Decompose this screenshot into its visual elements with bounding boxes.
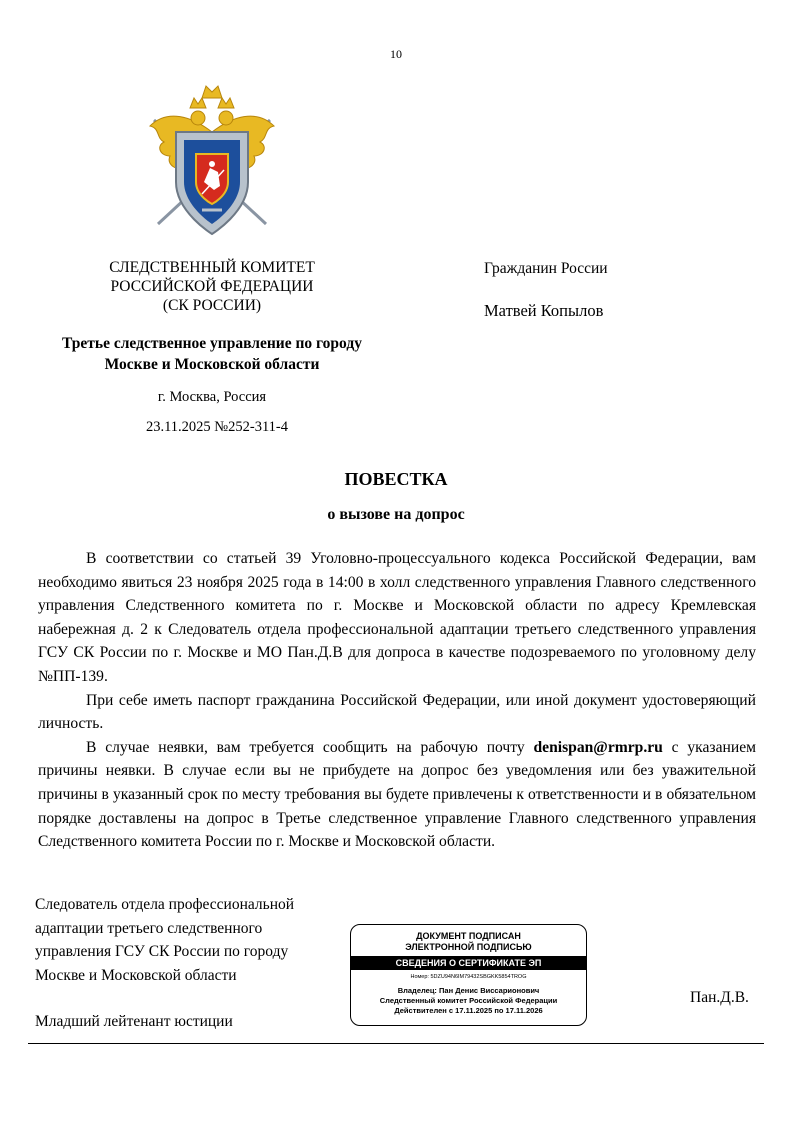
esign-title <box>351 931 586 953</box>
esign-serial: Номер: 5DZU94N6IM79432SBGKK5854TROG <box>410 974 527 980</box>
org-line-1: СЛЕДСТВЕННЫЙ КОМИТЕТ <box>109 259 315 276</box>
position-line-1: Следователь отдела профессиональной <box>35 896 295 913</box>
document-body <box>38 547 756 854</box>
org-line-2: РОССИЙСКОЙ ФЕДЕРАЦИИ <box>110 278 314 295</box>
position-line-2: адаптации третьего следственного <box>35 919 263 937</box>
position-line-3: управления ГСУ СК России по городу <box>35 943 289 961</box>
org-line-3: (СК РОССИИ) <box>162 297 262 314</box>
esign-line-2: ЭЛЕКТРОННОЙ ПОДПИСЬЮ <box>405 942 532 952</box>
department-line-2: Москве и Московской области <box>104 356 320 373</box>
electronic-signature-stamp <box>350 924 587 1026</box>
page-number: 10 <box>390 47 402 61</box>
document-reference: 23.11.2025 №252-311-4 <box>145 419 289 435</box>
department-name <box>36 333 388 375</box>
paragraph-3 <box>38 736 756 854</box>
paragraph-2: При себе иметь паспорт гражданина Российской Федерации, или иной документ удостоверяющий личность. <box>38 691 756 733</box>
esign-owner: Владелец: Пан Денис Виссарионович <box>397 986 540 995</box>
esign-line-1: ДОКУМЕНТ ПОДПИСАН <box>416 931 521 941</box>
city: г. Москва, Россия <box>157 389 267 405</box>
department-line-1: Третье следственное управление по городу <box>62 335 362 352</box>
contact-email: denispan@rmrp.ru <box>533 738 663 756</box>
esign-validity: Действителен с 17.11.2025 по 17.11.2026 <box>394 1006 543 1015</box>
position-line-4: Москве и Московской области <box>35 967 237 985</box>
document-subtitle: о вызове на допрос <box>327 506 465 523</box>
recipient-name: Матвей Копылов <box>484 301 604 320</box>
investigator-position <box>35 893 335 988</box>
paragraph-3-after: с указанием причины неявки. В случае если вы не прибудете на допрос без уведомления или без уважительной причины в указанный срок по месту требования вы будете привлечены к ответственности и в обязательном порядке доставлены на допрос в Третье следственное управление Главного следственного управления Следственного комитета России по г. Москве и Московской области. <box>38 738 756 851</box>
document-title: ПОВЕСТКА <box>344 469 448 489</box>
esign-certificate-header: СВЕДЕНИЯ О СЕРТИФИКАТЕ ЭП <box>351 956 586 970</box>
esign-owner-block <box>351 986 586 1016</box>
signer-name: Пан.Д.В. <box>690 989 749 1006</box>
recipient-title: Гражданин России <box>484 260 608 277</box>
bottom-divider <box>28 1043 764 1044</box>
investigative-committee-emblem <box>146 82 278 240</box>
paragraph-1: В соответствии со статьей 39 Уголовно-процессуального кодекса Российской Федерации, вам необходимо явиться 23 ноября 2025 года в 14:00 в холл следственного управления Главного следственного управления Следственного комитета по г. Москве и Московской области по адресу Кремлевская набережная д. 2 к Следователь отдела профессиональной адаптации третьего следственного управления ГСУ СК России по г. Москве и МО Пан.Д.В для допроса в качестве подозреваемого по уголовному делу №ПП-139. <box>38 550 756 685</box>
esign-organization: Следственный комитет Российской Федерации <box>379 996 558 1005</box>
investigator-rank: Младший лейтенант юстиции <box>35 1013 233 1030</box>
organization-name <box>62 258 362 315</box>
paragraph-3-before: В случае неявки, вам требуется сообщить на рабочую почту <box>86 738 534 756</box>
